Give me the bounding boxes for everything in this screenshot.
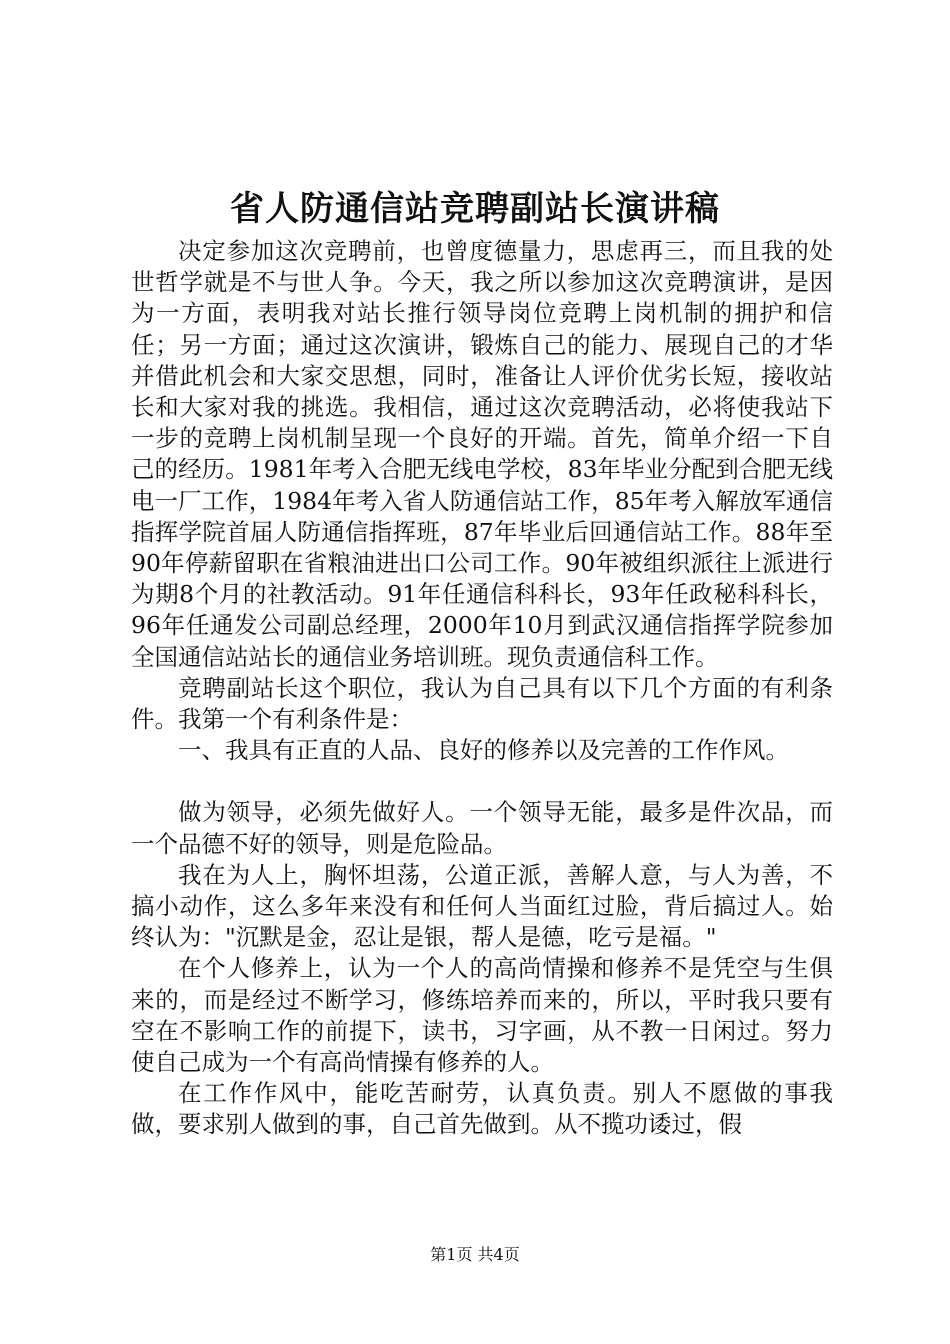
paragraph-character: 我在为人上，胸怀坦荡，公道正派，善解人意，与人为善，不搞小动作，这么多年来没有和任何人当面红过脸，背后搞过人。始终认为："沉默是金，忍让是银，帮人是德，吃亏是福。" bbox=[131, 860, 833, 952]
paragraph-work-style: 在工作作风中，能吃苦耐劳，认真负责。别人不愿做的事我做，要求别人做到的事，自己首先做到。从不揽功诿过，假 bbox=[131, 1079, 833, 1139]
paragraph-advantages-intro: 竞聘副站长这个职位，我认为自己具有以下几个方面的有利条件。我第一个有利条件是： bbox=[131, 673, 833, 734]
paragraph-self-cultivation: 在个人修养上，认为一个人的高尚情操和修养不是凭空与生俱来的，而是经过不断学习，修练培养而来的，所以，平时我只要有空在不影响工作的前提下，读书，习字画，从不教一日闲过。努力使自己成为一个有高尚情操有修养的人。 bbox=[131, 954, 833, 1077]
document-title: 省人防通信站竞聘副站长演讲稿 bbox=[230, 189, 720, 229]
page-number-footer: 第1页 共4页 bbox=[430, 1245, 520, 1264]
blank-line bbox=[131, 766, 833, 797]
section-heading-one: 一、我具有正直的人品、良好的修养以及完善的工作作风。 bbox=[178, 736, 789, 765]
paragraph-intro: 决定参加这次竞聘前，也曾度德量力，思虑再三，而且我的处世哲学就是不与世人争。今天，我之所以参加这次竞聘演讲，是因为一方面，表明我对站长推行领导岗位竞聘上岗机制的拥护和信任；另一方面；通过这次演讲，锻炼自己的能力、展现自己的才华并借此机会和大家交思想，同时，准备让人评价优劣长短，接收站长和大家对我的挑选。我相信，通过这次竞聘活动，必将使我站下一步的竞聘上岗机制呈现一个良好的开端。首先，简单介绍一下自己的经历。1981年考入合肥无线电学校，83年毕业分配到合肥无线电一厂工作，1984年考入省人防通信站工作，85年考入解放军通信指挥学院首届人防通信指挥班，87年毕业后回通信站工作。88年至90年停薪留职在省粮油进出口公司工作。90年被组织派往上派进行为期8个月的社教活动。91年任通信科科长，93年任政秘科科长，96年任通发公司副总经理，2000年10月到武汉通信指挥学院参加全国通信站站长的通信业务培训班。现负责通信科工作。 bbox=[131, 237, 833, 671]
document-body bbox=[131, 236, 833, 1141]
paragraph-leadership: 做为领导，必须先做好人。一个领导无能，最多是件次品，而一个品德不好的领导，则是危险品。 bbox=[131, 798, 833, 858]
